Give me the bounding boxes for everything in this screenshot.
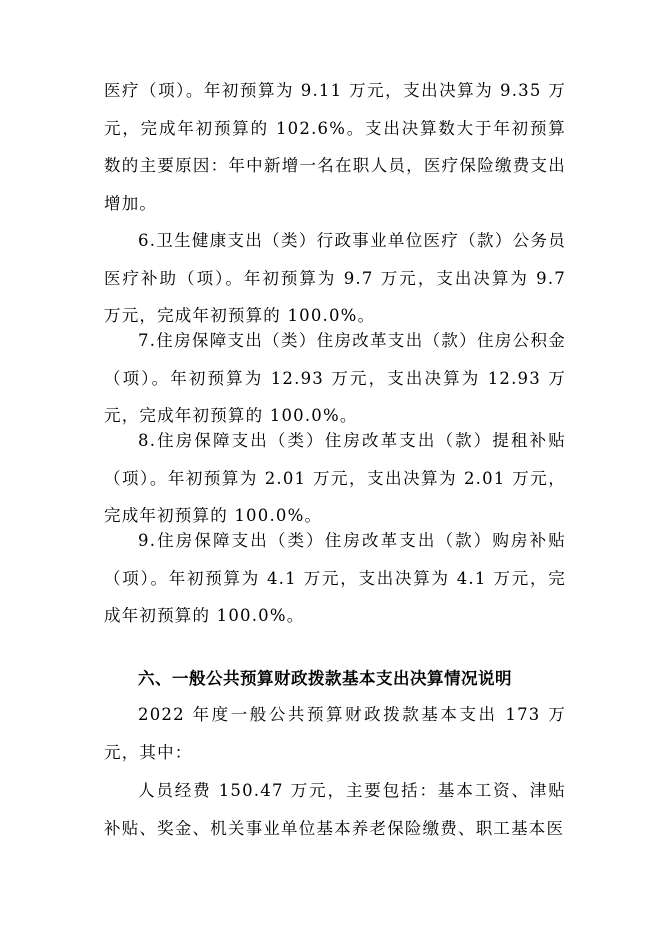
paragraph-item-7-housing-provident-fund: 7.住房保障支出（类）住房改革支出（款）住房公积金（项）。年初预算为 12.93 万元，支出决算为 12.93 万元，完成年初预算的 100.0%。 <box>104 331 566 425</box>
paragraph-item-9-housing-purchase-subsidy: 9.住房保障支出（类）住房改革支出（款）购房补贴（项）。年初预算为 4.1 万元，支出决算为 4.1 万元，完成年初预算的 100.0%。 <box>104 531 566 625</box>
paragraph-medical-insurance-continued: 医疗（项）。年初预算为 9.11 万元，支出决算为 9.35 万元，完成年初预算的 102.6%。支出决算数大于年初预算数的主要原因：年中新增一名在职人员，医疗保险缴费支出增加。 <box>104 81 566 213</box>
paragraph-personnel-expenses: 人员经费 150.47 万元，主要包括：基本工资、津贴补贴、奖金、机关事业单位基本养老保险缴费、职工基本医 <box>104 781 566 838</box>
paragraph-basic-expenditure-total: 2022 年度一般公共预算财政拨款基本支出 173 万元，其中： <box>104 705 566 762</box>
section-heading-6: 六、一般公共预算财政拨款基本支出决算情况说明 <box>138 669 512 688</box>
paragraph-item-8-rent-subsidy: 8.住房保障支出（类）住房改革支出（款）提租补贴（项）。年初预算为 2.01 万元，支出决算为 2.01 万元，完成年初预算的 100.0%。 <box>104 431 566 525</box>
paragraph-item-6-civil-servant-medical-subsidy: 6.卫生健康支出（类）行政事业单位医疗（款）公务员医疗补助（项）。年初预算为 9.7 万元，支出决算为 9.7 万元，完成年初预算的 100.0%。 <box>104 231 566 325</box>
